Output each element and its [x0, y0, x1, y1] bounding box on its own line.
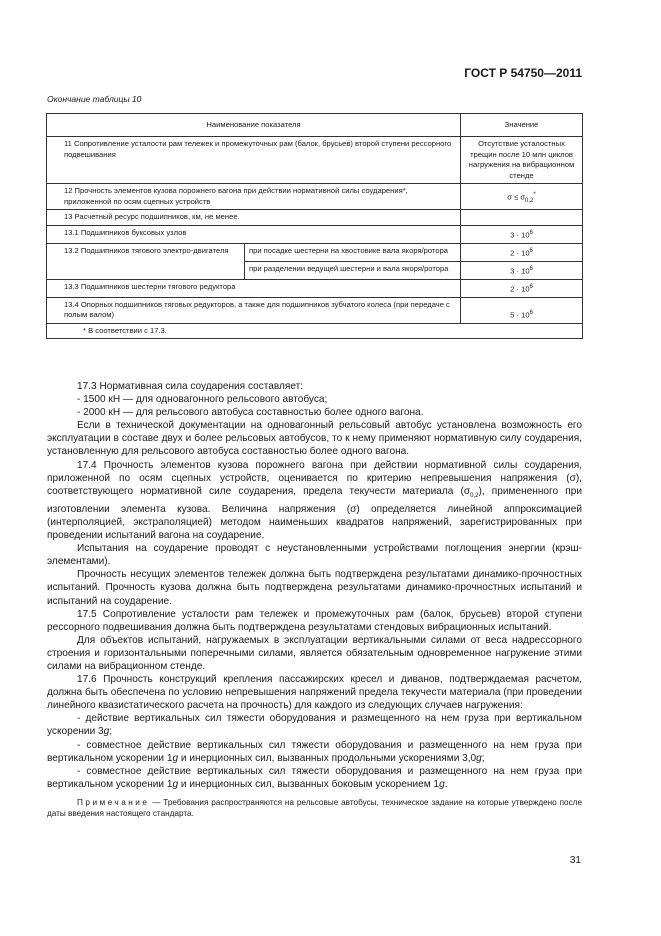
row-value: $3 \cdot 10^6$ — [461, 225, 583, 243]
row-value: $2 \cdot 10^6$ — [461, 243, 583, 261]
table-footnote: * В соответствии с 17.3. — [47, 323, 583, 339]
note — [47, 797, 582, 819]
page-number: 31 — [569, 855, 581, 866]
row-subname: при разделении ведущей шестерни и вала якоря/ротора — [245, 261, 461, 279]
table-row — [47, 184, 583, 210]
indicators-table — [46, 113, 583, 339]
row-name: 11 Сопротивление усталости рам тележек и промежуточных рам (балок, брусьев) второй ступени рессорного подвешивания — [47, 137, 461, 184]
row-value: $5 \cdot 10^6$ — [461, 297, 583, 323]
table-header-row — [47, 114, 583, 137]
row-name: 13.2 Подшипников тягового электро-двигателя — [47, 243, 245, 279]
body-text — [47, 380, 582, 819]
paragraph: 17.5 Сопротивление усталости рам тележек и промежуточных рам (балок, брусьев) второй ступени рессорного подвешивания должна быть подтверждена результатами стендовых вибрационных испытаний. — [47, 608, 582, 633]
paragraph: Испытания на соударение проводят с неустановленными устройствами поглощения энергии (крэш-элементами). — [47, 543, 582, 568]
note-label: Примечание — [77, 797, 150, 807]
paragraph: Для объектов испытаний, нагружаемых в эксплуатации вертикальными силами от веса надрессорного строения и горизонтальными поперечными силами, является обязательным одновременное нагружение этими силами на вибрационном стенде. — [47, 634, 582, 672]
list-item: - 1500 кН — для одновагонного рельсового автобуса; — [77, 394, 328, 406]
table-row — [47, 243, 583, 261]
row-name: 13.4 Опорных подшипников тяговых редукторов, а также для подшипников зубчатого колеса (при передаче с полым валом) — [47, 297, 461, 323]
list-item: - действие вертикальных сил тяжести оборудования и размещенного на нем груза при вертикальном ускорении 3g; — [47, 713, 582, 738]
row-value: Отсутствие усталостных трещин после 10 млн циклов нагружения на вибрационном стенде — [461, 137, 583, 184]
row-value: $2 \cdot 10^6$ — [461, 279, 583, 297]
table-row — [47, 137, 583, 184]
document-code: ГОСТ Р 54750—2011 — [464, 66, 582, 80]
table-row — [47, 225, 583, 243]
column-header-name: Наименование показателя — [47, 114, 461, 137]
list-item: - 2000 кН — для рельсового автобуса составностью более одного вагона. — [77, 407, 424, 419]
paragraph: Прочность несущих элементов тележек должна быть подтверждена результатами динамико-прочностных испытаний. Прочность кузова должна быть подтверждена результатами динамико-прочностных испытаний и испытаний на соударение. — [47, 569, 582, 607]
row-subname: при посадке шестерни на хвостовике вала якоря/ротора — [245, 243, 461, 261]
row-name: 12 Прочность элементов кузова порожнего вагона при действии нормативной силы соударения*, приложенной по осям сцепных устройств — [47, 184, 461, 210]
row-name: 13.1 Подшипников буксовых узлов — [47, 225, 461, 243]
table-caption: Окончание таблицы 10 — [47, 94, 142, 104]
row-name: 13 Расчетный ресурс подшипников, км, не менее. — [47, 210, 461, 226]
note-text: — Требования распространяются на рельсовые автобусы, техническое задание на которые утверждено после даты введения настоящего стандарта. — [47, 797, 582, 818]
row-value: $3 \cdot 10^6$ — [461, 261, 583, 279]
list-item: - совместное действие вертикальных сил тяжести оборудования и размещенного на нем груза при вертикальном ускорении 1g и инерционных сил, вызванных продольными ускорениями 3,0g; — [47, 739, 582, 764]
table-row — [47, 210, 583, 226]
paragraph: 17.4 Прочность элементов кузова порожнего вагона при действии нормативной силы соударения, приложенной по осям сцепных устройств, оценивается по критерию непревышения напряжения (σ), соответствующего нормативной силе соударения, предела текучести материала $(\sigma_{0,2})$, примененного при изготовлении элемента кузова. Величина напряжения (σ) определяется линейной аппроксимацией (интерполяцией, экстраполяцией) методом наименьших квадратов напряжений, зарегистрированных при проведении испытаний вагона на соударение. — [47, 459, 582, 542]
column-header-value: Значение — [461, 114, 583, 137]
paragraph: Если в технической документации на одновагонный рельсовый автобус установлена возможность его эксплуатации в составе двух и более рельсовых автобусов, то к нему применяют нормативную силу соударения, установленную для рельсового автобуса составностью более одного вагона. — [47, 420, 582, 458]
table-row — [47, 279, 583, 297]
row-value-empty — [461, 210, 583, 226]
paragraph: 17.3 Нормативная сила соударения составляет: — [77, 381, 304, 392]
table-footnote-row — [47, 323, 583, 339]
table-row — [47, 297, 583, 323]
list-item: - совместное действие вертикальных сил тяжести оборудования и размещенного на нем груза при вертикальном ускорении 1g и инерционных сил, вызванных боковым ускорением 1g. — [47, 765, 582, 790]
paragraph: 17.6 Прочность конструкций крепления пассажирских кресел и диванов, подтверждаемая расчетом, должна быть обеспечена по условию непревышения напряжений предела текучести материала (при проведении линейного квазистатического расчета на прочность) для каждого из следующих случаев нагружения: — [47, 674, 582, 712]
row-value: $\sigma \le \sigma_{0,2}^*$ — [461, 184, 583, 210]
row-name: 13.3 Подшипников шестерни тягового редуктора — [47, 279, 461, 297]
